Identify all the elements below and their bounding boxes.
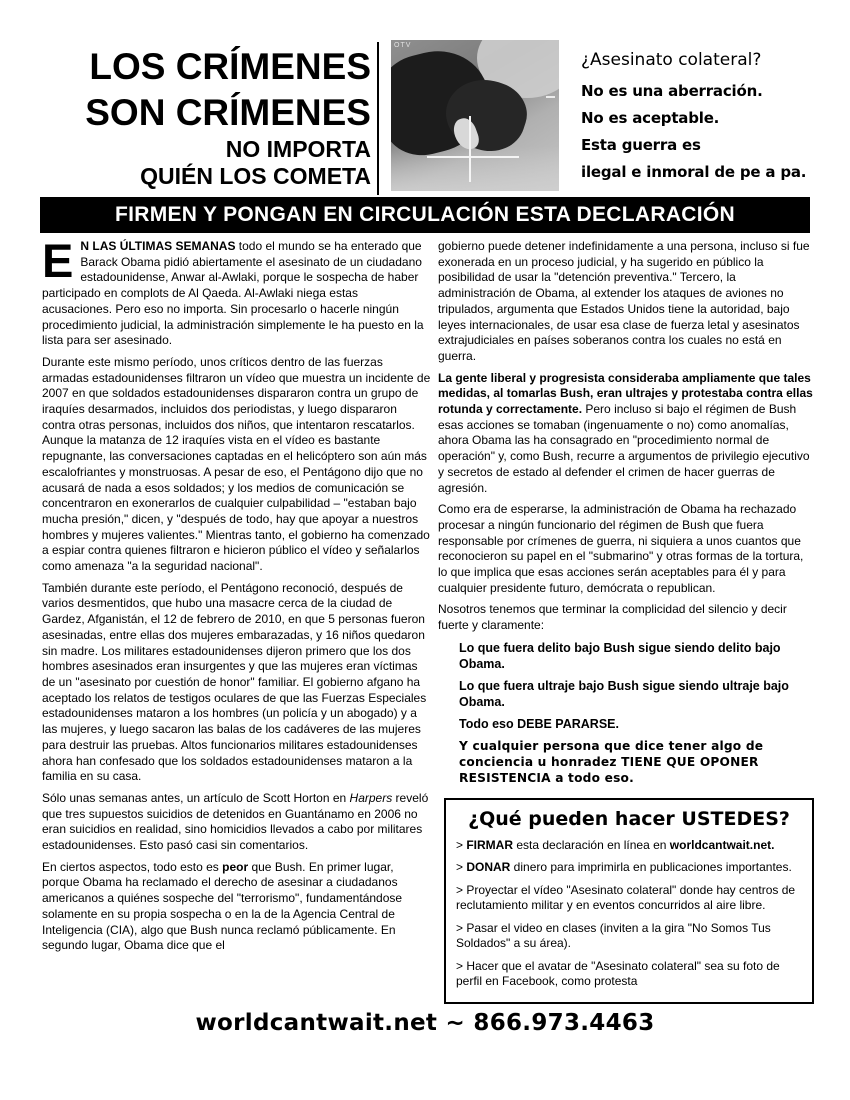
statement-resistencia: Y cualquier persona que dice tener algo de conciencia u honradez TIENE QUE OPONER RESISTENCIA a todo eso. <box>459 738 764 785</box>
statement-debe-pararse: Todo eso DEBE PARARSE. <box>459 716 619 731</box>
footer-contact <box>0 1010 850 1036</box>
crosshair-horizontal-line <box>427 156 519 158</box>
right-column <box>438 239 814 1004</box>
statement-ultraje: Lo que fuera ultraje bajo Bush sigue siendo ultraje bajo Obama. <box>459 678 789 709</box>
tagline-line-1: No es una aberración. <box>581 82 763 100</box>
title-line-2: SON CRÍMENES <box>85 92 371 133</box>
paragraph-guantanamo: Sólo unas semanas antes, un artículo de Scott Horton en Harpers reveló que tres supuestos suicidios de detenidos en Guantánamo en 2006 no eran suicidios en realidad, sino homicidios llevados a cabo por militares estadounidenses. Esto pasó casi sin comentarios. <box>42 790 429 853</box>
action-item-firmar: > FIRMAR esta declaración en línea en worldcantwait.net. <box>456 837 775 852</box>
paragraph-text: N LAS ÚLTIMAS SEMANAS todo el mundo se ha enterado que Barack Obama pidió abiertamente el asesinato de un ciudadano estadounidense, Anwar al-Awlaki, porque le sospecha de haber participado en complots de Al Qaeda. Al-Awlaki niega estas acusaciones. Pero eso no importa. Sin procesarlo o hacerle ningún procedimiento judicial, la administración simplemente le ha puesto en la lista para ser asesinado. <box>42 239 424 348</box>
action-item-proyectar: > Proyectar el vídeo "Asesinato colateral" donde hay centros de reclutamiento militar y en eventos concurridos al aire libre. <box>456 882 796 913</box>
main-title <box>55 44 371 190</box>
crosshair-vertical-line <box>469 116 471 182</box>
action-box <box>444 798 814 1004</box>
tagline-line-4: ilegal e inmoral de pe a pa. <box>581 163 807 181</box>
action-item-clases: > Pasar el video en clases (inviten a la gira "No Somos Tus Soldados" a su área). <box>456 920 771 951</box>
paragraph-detencion: gobierno puede detener indefinidamente a una persona, incluso si fue exonerada en un proceso judicial, y ha sugerido en público la posibilidad de usar la "detención preventiva." Tercero, la administración de Obama, al extender los ataques de aviones no tripulados, argumenta que Estados Unidos tiene la autoridad, bajo leyes internacionales, de usar esa clase de fuerza letal y asesinatos extrajudiciales en países soberanos contra los cuales no está en guerra. <box>438 239 810 363</box>
paragraph-peor-que-bush: En ciertos aspectos, todo esto es peor que Bush. En primer lugar, porque Obama ha reclamado el derecho de asesinar a ciudadanos americanos a quiénes sospeche del "terrorismo", fundamentándose solamente en su propia sospecha o en la de la Agencia Central de Inteligencia (CIA), algo que Bush nunca reclamó públicamente. En segundo lugar, Obama dice que el <box>42 859 403 953</box>
action-item-donar: > DONAR dinero para imprimirla en publicaciones importantes. <box>456 860 792 875</box>
action-item-avatar: > Hacer que el avatar de "Asesinato colateral" sea su foto de perfil en Facebook, como protesta <box>456 958 780 989</box>
paragraph-como-era: Como era de esperarse, la administración de Obama ha rechazado procesar a ningún funcionario del régimen de Bush que fuera responsable por crímenes de guerra, ni siquiera a unos cuantos que reconocieron su papel en el "submarino" y otras formas de la tortura, lo que implica que esas acciones serán aceptables para él y para cualquier presidente futuro, demócrata o republican. <box>438 502 804 595</box>
paragraph-gente-liberal: La gente liberal y progresista consideraba ampliamente que tales medidas, al tomarlas Bush, eran ultrajes y protestaba contra ellas rotunda y correctamente. Pero incluso si bajo el régimen de Bush esas acciones se tomaban (ingenuamente o no) como anomalías, ahora Obama las ha consagrado en "procedimiento normal de operación" y, como Bush, recurre a argumentos de privilegio ejecutivo y secretos de estado al defender el crimen de hacer guerras de agresión. <box>438 370 813 495</box>
title-line-3: NO IMPORTA <box>225 136 371 162</box>
title-line-1: LOS CRÍMENES <box>89 46 371 87</box>
tagline <box>581 50 819 190</box>
declaration-statements <box>459 640 814 786</box>
reticle-tick-icon <box>546 96 555 98</box>
tagline-line-2: No es aceptable. <box>581 109 720 127</box>
statement-delito: Lo que fuera delito bajo Bush sigue siendo delito bajo Obama. <box>459 640 781 671</box>
sign-declaration-banner <box>40 197 810 233</box>
tagline-line-3: Esta guerra es <box>581 136 701 154</box>
vertical-divider <box>377 42 379 195</box>
title-line-4: QUIÉN LOS COMETA <box>140 163 371 189</box>
tagline-question: ¿Asesinato colateral? <box>581 50 762 70</box>
collateral-murder-video-still <box>391 40 559 191</box>
action-box-title: ¿Qué pueden hacer USTEDES? <box>468 807 790 830</box>
video-overlay-label: OTV <box>394 42 412 49</box>
left-column <box>42 234 431 960</box>
paragraph-video-leak: Durante este mismo período, unos críticos dentro de las fuerzas armadas estadounidenses filtraron un vídeo que muestra un incidente de 2007 en que soldados estadounidenses dispararon contra un grupo de iraquíes desarmados, incluidos dos periodistas, y luego dispararon contra otras personas, incluidos dos niños, que intentaron rescatarlos. Aunque la matanza de 12 iraquíes vista en el vídeo es bastante repugnante, las conversaciones captadas en el helicóptero son aún más escalofriantes y monstruosas. A pesar de eso, el Pentágono dijo que no acusará de nada a esos soldados; y los medios de comunicación se concentraron en exonerarlos de cualquier culpabilidad – "estaban bajo mucha presión," dicen, y "después de todo, hay que apoyar a nuestros hombres y mujeres valientes." Mientras tanto, el gobierno ha comenzado a espiar contra quienes filtraron e hicieron público el vídeo y señalarlos como amenaza "a la seguridad nacional". <box>42 354 431 574</box>
footer-text: worldcantwait.net ~ 866.973.4463 <box>195 1010 655 1036</box>
paragraph-gardez: También durante este período, el Pentágono reconoció, después de varios desmentidos, que hubo una masacre cerca de la ciudad de Gardez, Afganistán, el 12 de febrero de 2010, en que 5 personas fueron asesinadas, entre ellas dos mujeres embarazadas, y 16 niños quedaron sin madre. Los militares estadounidenses dijeron primero que los dos hombres asesinados eran insurgentes y que las mujeres eran víctimas de un "asesinato por cuestión de honor" familiar. El gobierno afgano ha aceptado los relatos de testigos oculares de que las Fuerzas Especiales estadounidenses mataron a los hombres (un policía y un abogado) y a las mujeres, y luego sacaron las balas de los cadáveres de las mujeres para destruir las pruebas. Altos funcionarios militares estadounidenses ahora han confesado que los soldados estadounidenses mataron a la familia en su casa. <box>42 580 427 784</box>
banner-text: FIRMEN Y PONGAN EN CIRCULACIÓN ESTA DECLARACIÓN <box>114 203 735 226</box>
drop-cap: E <box>42 234 74 287</box>
paragraph-nosotros: Nosotros tenemos que terminar la complicidad del silencio y decir fuerte y claramente: <box>438 602 787 633</box>
paragraph-awlaki <box>42 234 431 349</box>
